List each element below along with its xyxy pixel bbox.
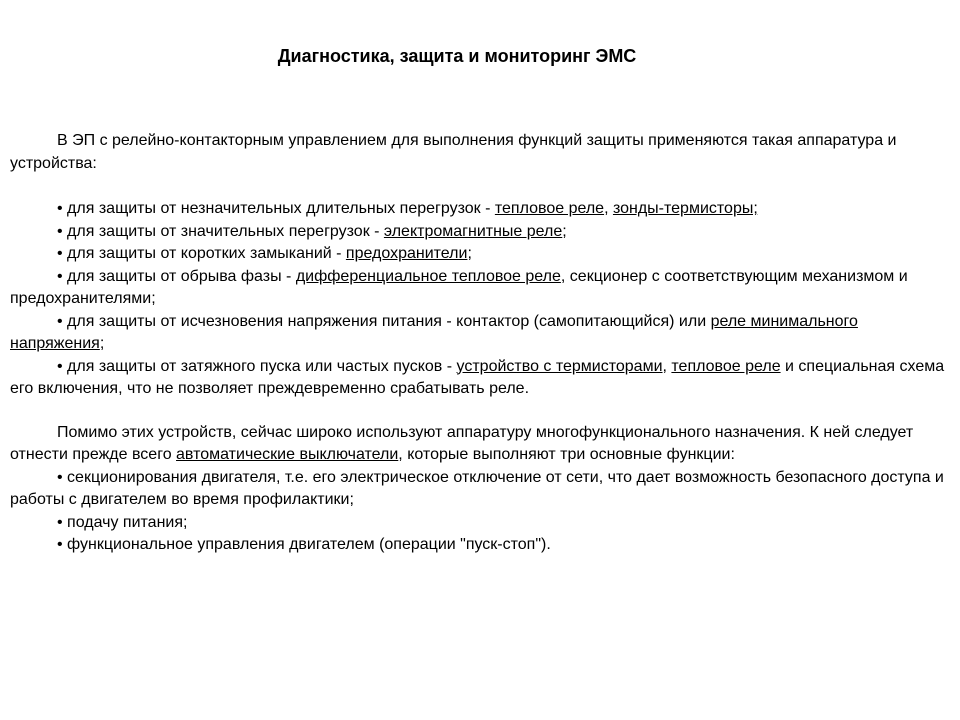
list-item: • для защиты от исчезновения напряжения питания - контактор (самопитающийся) или реле минимального напряжения; xyxy=(10,312,858,352)
functions-list xyxy=(10,467,950,557)
list-item: • секционирования двигателя, т.е. его электрическое отключение от сети, что дает возможность безопасного доступа и работы с двигателем во время профилактики; xyxy=(10,468,944,508)
list-item: • для защиты от коротких замыканий - предохранители; xyxy=(57,245,472,262)
slide-title: Диагностика, защита и мониторинг ЭМС xyxy=(277,46,637,66)
list-item: • функциональное управления двигателем (операции "пуск-стоп"). xyxy=(57,536,551,553)
differential-thermal-relay-link[interactable]: дифференциальное тепловое реле xyxy=(295,267,561,285)
list-item: • для защиты от затяжного пуска или частых пусков - устройство с термисторами, тепловое реле и специальная схема его включения, что не позволяет преждевременно срабатывать реле. xyxy=(10,357,945,397)
slide-content xyxy=(10,130,950,557)
thermal-relay-link[interactable]: тепловое реле xyxy=(494,200,605,217)
circuit-breakers-link[interactable]: автоматические выключатели xyxy=(176,446,399,463)
intro-paragraph: В ЭП с релейно-контакторным управлением для выполнения функций защиты применяются такая аппаратура и устройства: xyxy=(10,132,897,172)
list-item: • для защиты от обрыва фазы - дифференциальное тепловое реле, секционер с соответствующим механизмом и предохранителями; xyxy=(10,267,908,307)
list-item: • для защиты от значительных перегрузок - электромагнитные реле; xyxy=(57,222,567,240)
electromagnetic-relay-link[interactable]: электромагнитные реле xyxy=(383,222,563,240)
thermistor-device-link[interactable]: устройство с термисторами xyxy=(456,357,663,375)
thermal-relay-link-2[interactable]: тепловое реле xyxy=(671,357,781,375)
list-item: • для защиты от незначительных длительных перегрузок - тепловое реле, зонды-термисторы; xyxy=(57,200,758,217)
fuses-link[interactable]: предохранители xyxy=(345,245,468,262)
second-paragraph: Помимо этих устройств, сейчас широко используют аппаратуру многофункционального назначения. К ней следует отнести прежде всего автоматические выключатели, которые выполняют три основные функции: xyxy=(10,423,914,463)
undervoltage-relay-link[interactable]: реле минимального напряжения xyxy=(10,312,858,352)
protection-list xyxy=(10,198,950,401)
thermistor-probes-link[interactable]: зонды-термисторы; xyxy=(612,200,758,217)
list-item: • подачу питания; xyxy=(57,513,188,531)
